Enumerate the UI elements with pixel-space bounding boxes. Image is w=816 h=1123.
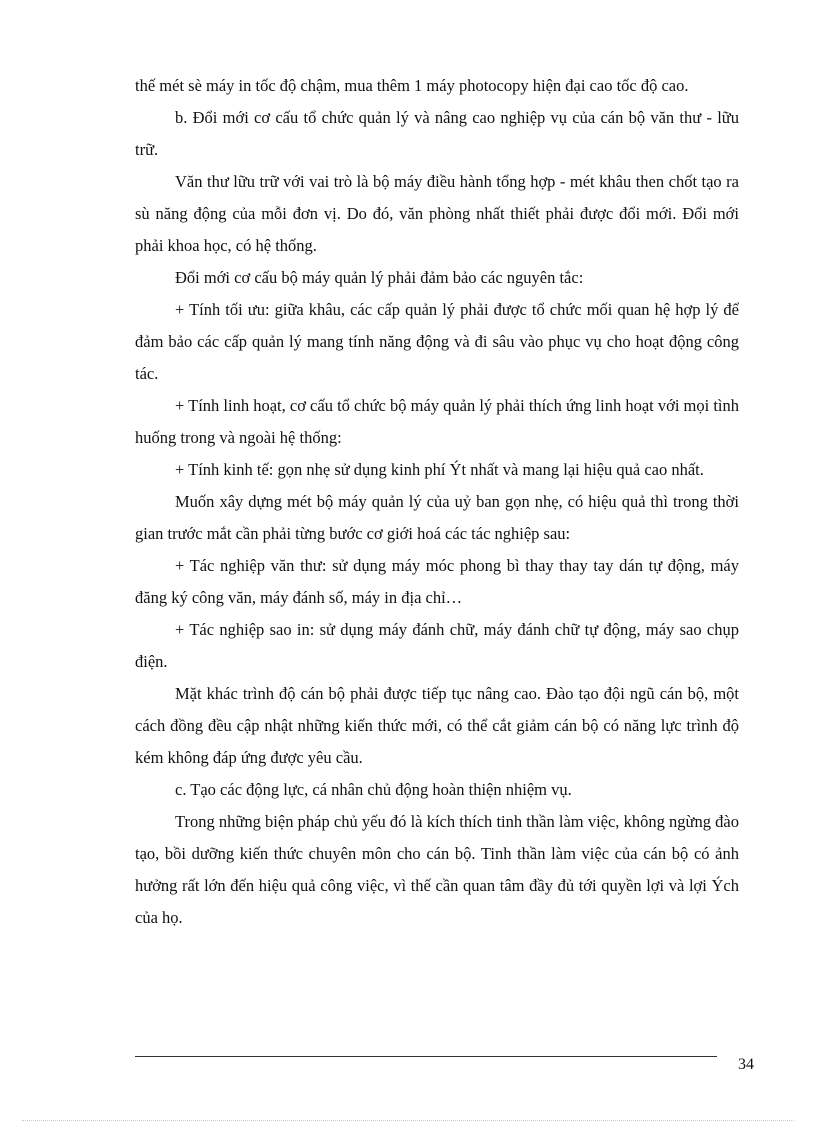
page-number: 34 <box>738 1056 754 1073</box>
paragraph: Mặt khác trình độ cán bộ phải được tiếp tục nâng cao. Đào tạo đội ngũ cán bộ, một cách đồng đều cập nhật những kiến thức mới, có thể cắt giảm cán bộ có năng lực trình độ kém không đáp ứng được yêu cầu. <box>135 684 739 767</box>
list-item: + Tác nghiệp văn thư: sử dụng máy móc phong bì thay thay tay dán tự động, máy đăng ký công văn, máy đánh số, máy in địa chỉ… <box>135 556 739 607</box>
body-text <box>135 70 739 934</box>
list-item: + Tác nghiệp sao in: sử dụng máy đánh chữ, máy đánh chữ tự động, máy sao chụp điện. <box>135 620 739 671</box>
page-edge <box>22 1120 794 1121</box>
paragraph: Đổi mới cơ cấu bộ máy quản lý phải đảm bảo các nguyên tắc: <box>175 268 584 287</box>
list-item: + Tính kinh tế: gọn nhẹ sử dụng kinh phí Ýt nhất và mang lại hiệu quả cao nhất. <box>175 460 704 479</box>
list-item: + Tính tối ưu: giữa khâu, các cấp quản lý phải được tổ chức mối quan hệ hợp lý để đảm bảo các cấp quản lý mang tính năng động và đi sâu vào phục vụ cho hoạt động công tác. <box>135 300 739 383</box>
footer-divider <box>135 1056 717 1057</box>
paragraph: Văn thư lữu trữ với vai trò là bộ máy điều hành tổng hợp - mét khâu then chốt tạo ra sù năng động của mỗi đơn vị. Do đó, văn phòng nhất thiết phải được đổi mới. Đổi mới phải khoa học, có hệ thống. <box>135 172 739 255</box>
list-item: + Tính linh hoạt, cơ cấu tổ chức bộ máy quản lý phải thích ứng linh hoạt với mọi tình huống trong và ngoài hệ thống: <box>135 396 739 447</box>
paragraph: Muốn xây dựng mét bộ máy quản lý của uỷ ban gọn nhẹ, có hiệu quả thì trong thời gian trước mắt cần phải từng bước cơ giới hoá các tác nghiệp sau: <box>135 492 739 543</box>
section-heading-b: b. Đổi mới cơ cấu tổ chức quản lý và nâng cao nghiệp vụ của cán bộ văn thư - lữu trữ. <box>135 108 739 159</box>
paragraph: Trong những biện pháp chủ yếu đó là kích thích tinh thần làm việc, không ngừng đào tạo, bồi dưỡng kiến thức chuyên môn cho cán bộ. Tinh thần làm việc của cán bộ có ảnh hưởng rất lớn đến hiệu quả công việc, vì thế cần quan tâm đầy đủ tới quyền lợi và lợi Ých của họ. <box>135 812 739 927</box>
section-heading-c: c. Tạo các động lực, cá nhân chủ động hoàn thiện nhiệm vụ. <box>175 780 572 799</box>
paragraph-continuation: thế mét sè máy in tốc độ chậm, mua thêm 1 máy photocopy hiện đại cao tốc độ cao. <box>135 76 689 95</box>
